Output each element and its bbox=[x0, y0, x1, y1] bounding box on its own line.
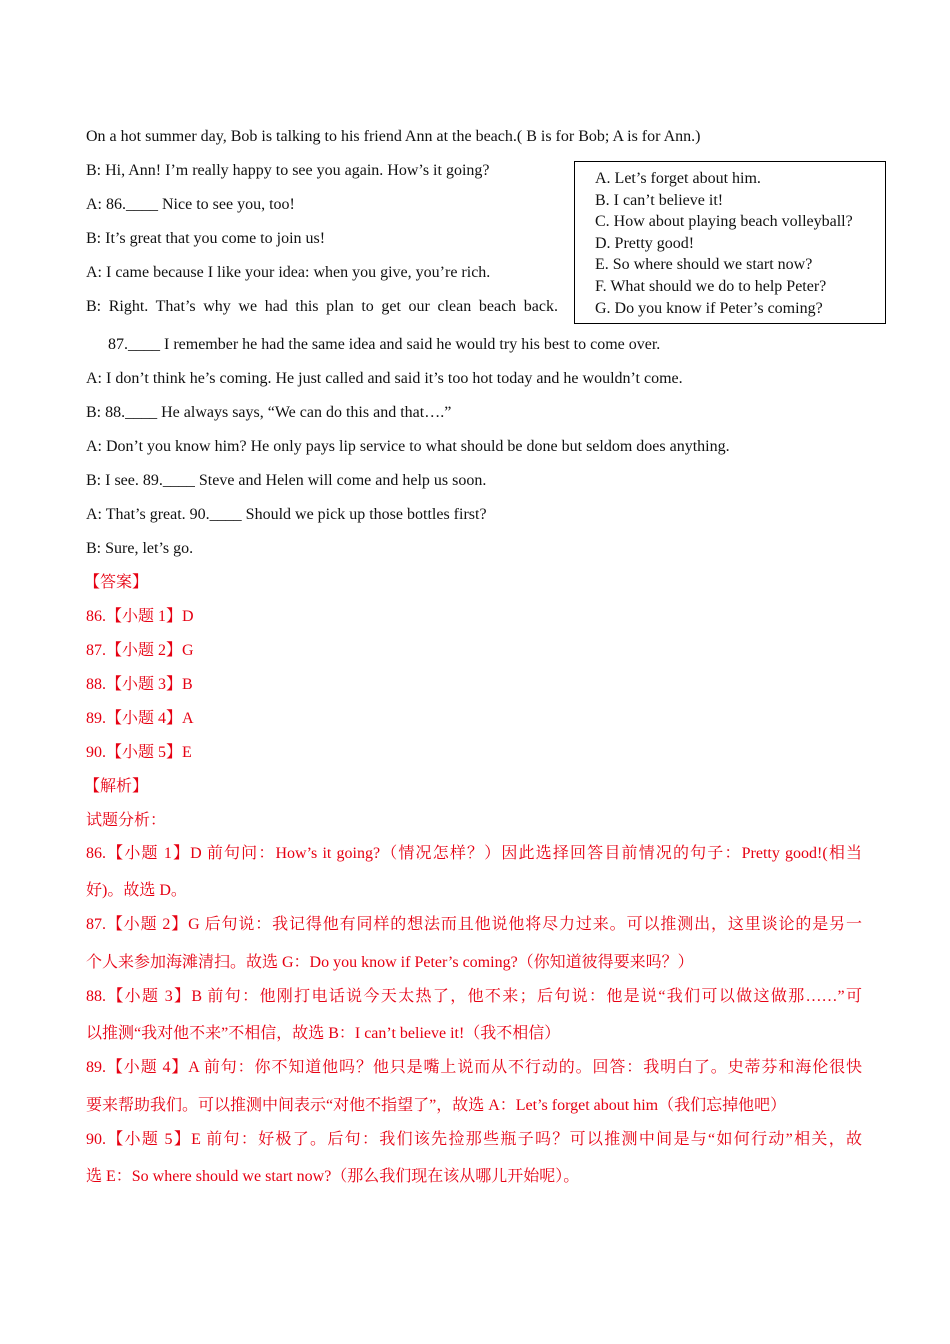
option-item: D. Pretty good! bbox=[595, 234, 695, 252]
answer-item: 89.【小题 4】A bbox=[86, 710, 194, 727]
passage-intro: On a hot summer day, Bob is talking to his friend Ann at the beach.( B is for Bob; A is for Ann.) bbox=[86, 128, 701, 145]
analysis-line: 选 E：So where should we start now?（那么我们现在该从哪儿开始呢）。 bbox=[86, 1168, 580, 1185]
option-item: E. So where should we start now? bbox=[595, 256, 813, 274]
answer-heading: 【答案】 bbox=[84, 574, 149, 591]
analysis-line: 好)。故选 D。 bbox=[86, 882, 187, 899]
option-item: C. How about playing beach volleyball? bbox=[595, 213, 853, 231]
dialogue-line: B: Right. That’s why we had this plan to get our clean beach back. bbox=[86, 298, 558, 315]
analysis-line: 86.【小题 1】D 前句问：How’s it going?（情况怎样？）因此选择回答目前情况的句子：Pretty good!(相当 bbox=[86, 845, 862, 862]
option-item: B. I can’t believe it! bbox=[595, 191, 724, 209]
analysis-intro: 试题分析： bbox=[86, 812, 167, 829]
answer-item: 86.【小题 1】D bbox=[86, 608, 194, 625]
answer-item: 87.【小题 2】G bbox=[86, 642, 194, 659]
option-item: F. What should we do to help Peter? bbox=[595, 277, 827, 295]
dialogue-line: B: 88.____ He always says, “We can do this and that….” bbox=[86, 404, 452, 421]
dialogue-line: A: That’s great. 90.____ Should we pick up those bottles first? bbox=[86, 506, 487, 523]
analysis-line: 90.【小题 5】E 前句：好极了。后句：我们该先捡那些瓶子吗？可以推测中间是与“如何行动”相关，故 bbox=[86, 1131, 862, 1148]
options-box bbox=[574, 161, 886, 324]
dialogue-line: B: Hi, Ann! I’m really happy to see you again. How’s it going? bbox=[86, 162, 490, 179]
answer-item: 88.【小题 3】B bbox=[86, 676, 193, 693]
dialogue-line: A: 86.____ Nice to see you, too! bbox=[86, 196, 295, 213]
analysis-line: 87.【小题 2】G 后句说：我记得他有同样的想法而且他说他将尽力过来。可以推测出，这里谈论的是另一 bbox=[86, 916, 862, 933]
analysis-line: 要来帮助我们。可以推测中间表示“对他不指望了”，故选 A：Let’s forget about him（我们忘掉他吧） bbox=[86, 1097, 787, 1114]
analysis-line: 88.【小题 3】B 前句：他刚打电话说今天太热了，他不来；后句说：他是说“我们可以做这做那……”可 bbox=[86, 988, 862, 1005]
dialogue-line: A: I don’t think he’s coming. He just called and said it’s too hot today and he wouldn’t come. bbox=[86, 370, 683, 387]
answer-item: 90.【小题 5】E bbox=[86, 744, 192, 761]
dialogue-line: 87.____ I remember he had the same idea and said he would try his best to come over. bbox=[108, 336, 661, 353]
dialogue-line: A: I came because I like your idea: when you give, you’re rich. bbox=[86, 264, 491, 281]
option-item: A. Let’s forget about him. bbox=[595, 170, 761, 187]
dialogue-line: B: I see. 89.____ Steve and Helen will come and help us soon. bbox=[86, 472, 487, 489]
dialogue-line: A: Don’t you know him? He only pays lip service to what should be done but seldom does anything. bbox=[86, 438, 730, 455]
analysis-line: 以推测“我对他不来”不相信，故选 B：I can’t believe it!（我不相信） bbox=[86, 1025, 561, 1042]
analysis-line: 个人来参加海滩清扫。故选 G：Do you know if Peter’s coming?（你知道彼得要来吗？） bbox=[86, 954, 694, 971]
dialogue-line: B: It’s great that you come to join us! bbox=[86, 230, 326, 247]
analysis-heading: 【解析】 bbox=[84, 778, 149, 795]
dialogue-line: B: Sure, let’s go. bbox=[86, 540, 194, 557]
option-item: G. Do you know if Peter’s coming? bbox=[595, 299, 823, 317]
analysis-line: 89.【小题 4】A 前句：你不知道他吗？他只是嘴上说而从不行动的。回答：我明白了。史蒂芬和海伦很快 bbox=[86, 1059, 862, 1076]
